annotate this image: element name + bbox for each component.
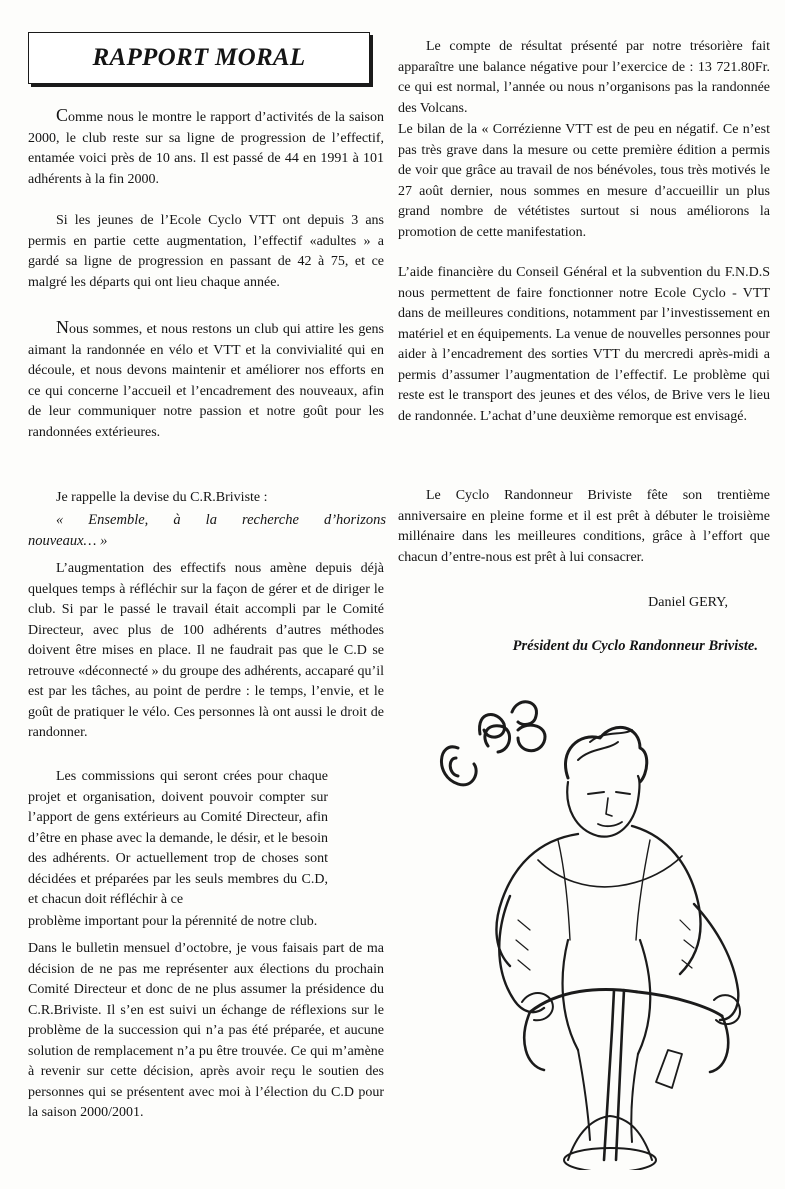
paragraph-activity: Comme nous le montre le rapport d’activités de la saison 2000, le club reste sur sa ligne de progression de l’effectif, entamée voici près de 10 ans. Il est passé de 44 en 1991 à 101 adhérents à la fin 2000. <box>28 105 384 187</box>
paragraph-commissions-end: problème important pour la pérennité de notre club. <box>28 914 318 929</box>
crb-logo-icon <box>441 702 545 785</box>
paragraph-correzienne: Le bilan de la « Corrézienne VTT est de peu en négatif. Ce n’est pas très grave dans la mesure ou cette première édition a permis de voir que grâce au travail de nos bénévoles, tous très motivés le 27 août dernier, nous sommes en mesure d’accueillir un plus grand nombre de vététistes surtout si nous améliorons la promotion de cette manifestation. <box>398 122 770 240</box>
motto-line-1: « Ensemble, à la recherche d’horizons <box>56 512 386 528</box>
paragraph-accounts: Le compte de résultat présenté par notre trésorière fait apparaître une balance négative pour l’exercice de : 13 721.80Fr. ce qui est normal, l’année ou nous n’organisons pas la randonnée des Volcans. <box>398 39 770 116</box>
paragraph-club: Nous sommes, et nous restons un club qui attire les gens aimant la randonnée en vélo et VTT et la convivialité qui en découle, et nous devons maintenir et améliorer nos efforts en ce qui concerne l’accueil et l’encadrement des nouveaux, afin de leur communiquer notre passion et notre goût pour les randonnées extérieures. <box>28 317 384 440</box>
cyclist-sketch-icon <box>418 690 770 1170</box>
motto-line-2: nouveaux… » <box>28 533 108 549</box>
paragraph-commissions: Les commissions qui seront crées pour chaque projet et organisation, doivent pouvoir compter sur l’apport de gens extérieurs au Comité Directeur, afin d’être en phase avec la demande, le désir, et le besoin des adhérents. Or actuellement trop de choses sont décidées et préparées par les seuls membres du C.D, et chacun doit réfléchir à ce <box>28 769 328 907</box>
paragraph-youth: Si les jeunes de l’Ecole Cyclo VTT ont depuis 3 ans permis en partie cette augmentation, l’effectif «adultes » a gardé sa ligne de progression en passant de 42 à 75, et ce malgré les départs qui ont lieu chaque année. <box>28 213 384 290</box>
title-box <box>28 32 370 84</box>
paragraph-growth: L’augmentation des effectifs nous amène depuis déjà quelques temps à réfléchir sur la façon de gérer et de diriger le club. Si par le passé le travail était accompli par le Comité Directeur, avec plus de 100 adhérents d’autres méthodes doivent être mises en place. Il ne faudrait pas que le C.D se retrouve «déconnecté » du groupe des adhérents, accaparé qu’il est par les tâches, au point de perdre : le temps, l’envie, et le goût de pratiquer le vélo. Ces personnes là ont aussi le droit de randonner. <box>28 561 384 740</box>
paragraph-presidency: Dans le bulletin mensuel d’octobre, je vous faisais part de ma décision de ne pas me représenter aux élections du prochain Comité Directeur et donc de ne plus assumer la présidence du C.R.Briviste. Il s’en est suivi un échange de réflexions sur le problème de la succession qui n’a pas été préparée, et aucune solution de remplacement n’a pu être trouvée. Ce qui m’amène à revenir sur cette décision, après avoir reçu le soutien des personnes qui se présentent avec moi à l’élection du C.D pour la saison 2000/2001. <box>28 941 384 1120</box>
page-title: RAPPORT MORAL <box>92 44 306 71</box>
signature-name: Daniel GERY, <box>648 595 728 610</box>
signature-role: Président du Cyclo Randonneur Briviste. <box>512 638 758 654</box>
motto-intro: Je rappelle la devise du C.R.Briviste : <box>56 490 268 505</box>
paragraph-anniversary: Le Cyclo Randonneur Briviste fête son trentième anniversaire en pleine forme et il est prêt à débuter le troisième millénaire dans les meilleures conditions, grâce à l’effort que chacun d’entre-nous est prêt à lui consacrer. <box>398 488 770 565</box>
paragraph-funding: L’aide financière du Conseil Général et la subvention du F.N.D.S nous permettent de faire fonctionner notre Ecole Cyclo - VTT dans de meilleures conditions, notamment par l’investissement en matériel et en équipements. La venue de nouvelles personnes pour aider à l’encadrement des sorties VTT du mercredi après-midi a permis d’assumer l’augmentation de l’effectif. Le problème qui reste est le transport des jeunes et des vélos, de Brive vers le lieu de randonnée. L’achat d’une deuxième remorque est envisagé. <box>398 265 770 424</box>
